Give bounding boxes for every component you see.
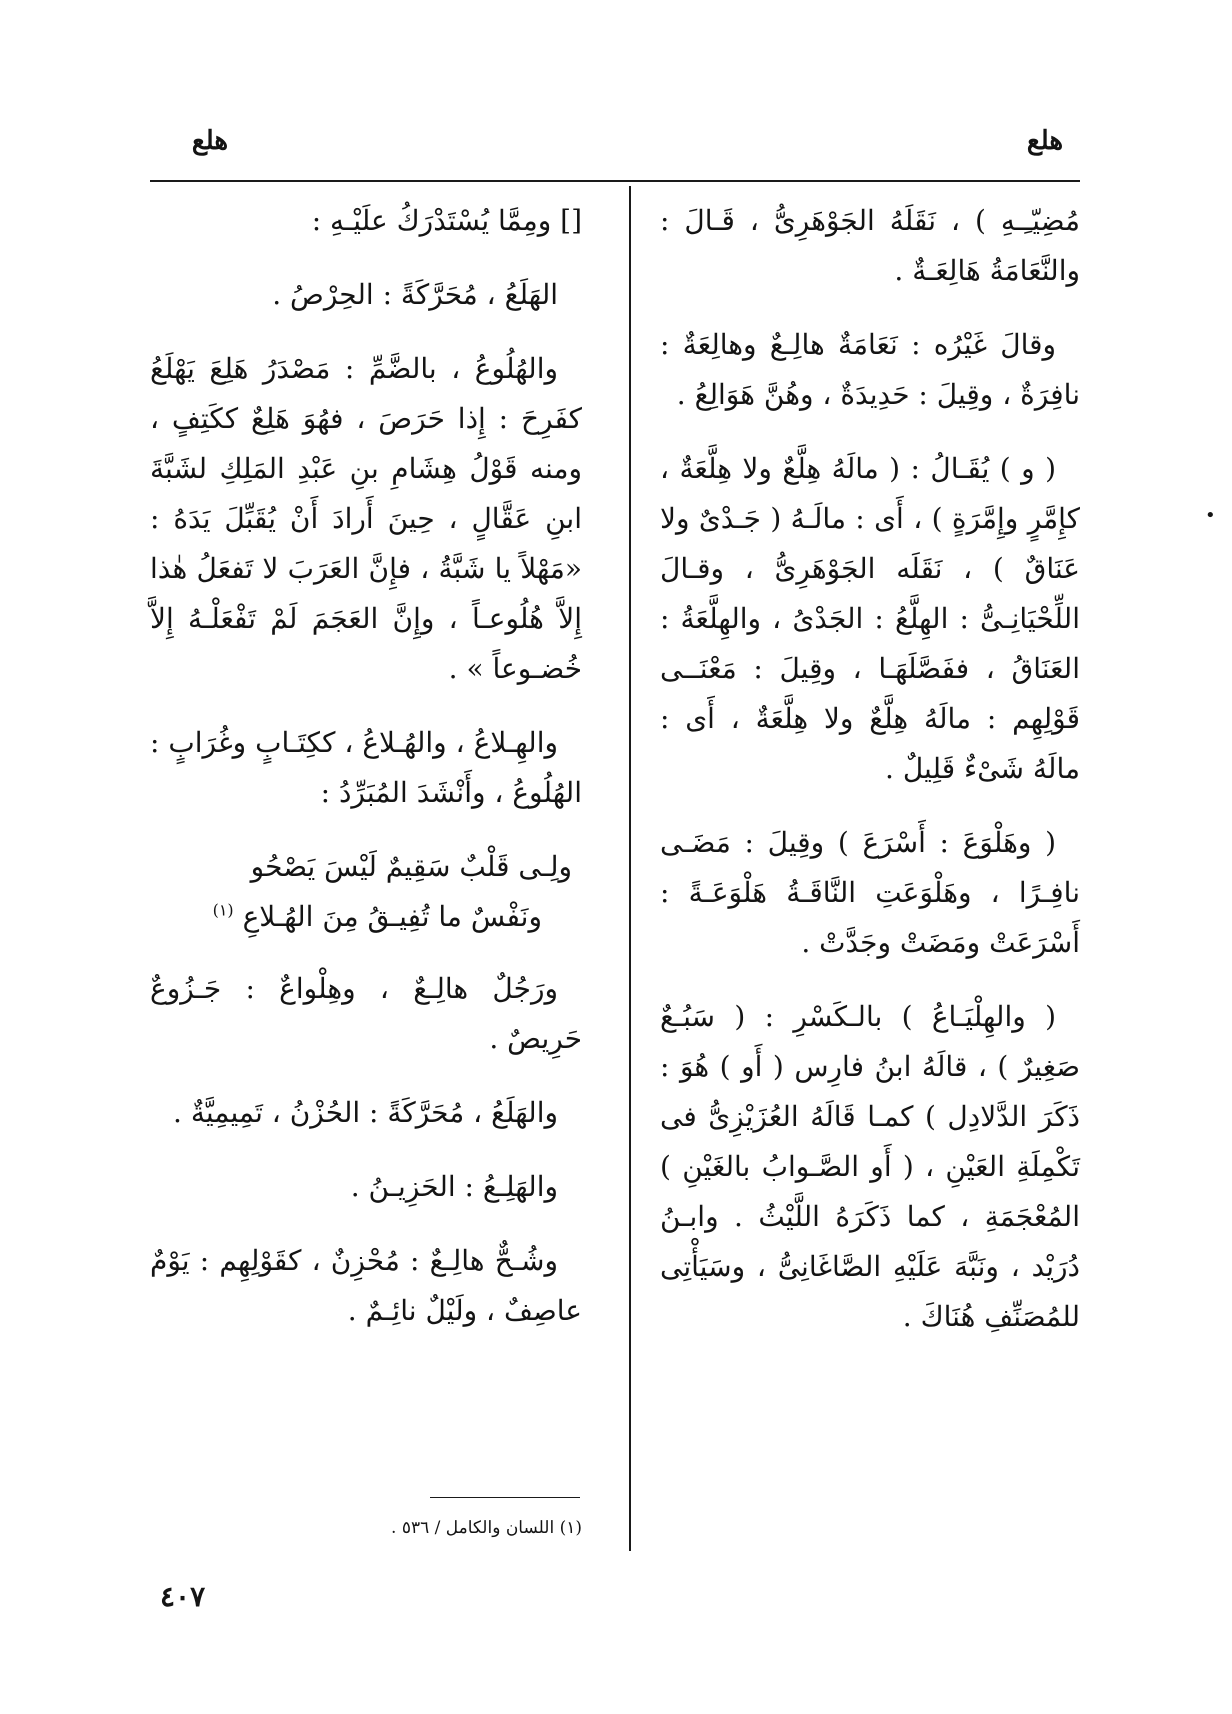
margin-mark: • xyxy=(1205,505,1216,526)
running-head-right: هلع xyxy=(1026,126,1064,156)
paragraph: وشُـحٌّ هالِـعٌ : مُحْزِنٌ ، كقَوْلِهِم : يَوْمٌ عاصِفٌ ، ولَيْلٌ نائِـمٌ . xyxy=(150,1244,582,1327)
poetry-verse xyxy=(150,842,582,942)
paragraph: ( و ) يُقَـالُ : ( مالَهُ هِلَّعٌ ولا هِلَّعَةٌ ، كإِمَّرٍ وإِمَّرَةٍ ) ، أَى : مالَـهُ ( جَـدْىٌ ولا عَنَاقٌ ) ، نَقَلَه الجَوْهَرِىُّ ، وقـالَ اللِّحْيَانِـىُّ : الهِلَّعُ : الجَدْىُ ، والهِلَّعَةُ : العَنَاقُ ، ففَصَّلَهَـا ، وقِيلَ : مَعْنَــى قَوْلِهِم : مالَهُ هِلَّعٌ ولا هِلَّعَةٌ ، أَى : مالَهُ شَىْءٌ قَلِيلٌ . xyxy=(660,452,1080,785)
left-column xyxy=(150,196,582,1360)
paragraph: وقالَ غَيْرُه : نَعَامَةٌ هالِـعٌ وهالِعَةٌ : نافِرَةٌ ، وقِيلَ : حَدِيدَةٌ ، وهُنَّ هَوَالِعُ . xyxy=(660,328,1080,411)
right-column xyxy=(660,196,1080,1366)
footnote-marker: (١) xyxy=(212,900,234,920)
paragraph: والهَلِـعُ : الحَزِيـنُ . xyxy=(350,1170,558,1203)
footnote-rule xyxy=(430,1497,580,1498)
supplement-intro: [] ومِمَّا يُسْتَدْرَكُ علَيْـهِ : xyxy=(311,204,582,237)
verse-line-2-text: ونَفْسٌ ما تُفِيـقُ مِنَ الهُـلاعِ xyxy=(242,900,542,933)
paragraph: ( والهِلْيَـاعُ ) بالـكَسْرِ : ( سَبُـعٌ صَغِيرٌ ) ، قالَهُ ابنُ فارِس ( أَو ) هُوَ : ذَكَرَ الدَّلادِل ) كمـا قَالَهُ العُزَيْزِىُّ فى تَكْمِلَةِ العَيْنِ ، ( أَو الصَّـوابُ بالغَيْنِ ) المُعْجَمَةِ ، كما ذَكَرَهُ اللَّيْثُ . وابـنُ دُرَيْد ، ونَبَّهَ عَلَيْهِ الصَّاغَانِىُّ ، وسَيَأْتِى للمُصَنِّفِ هُنَاكَ . xyxy=(660,1000,1080,1333)
paragraph: الهَلَعُ ، مُحَرَّكَةً : الحِرْصُ . xyxy=(272,278,558,311)
paragraph: والهِـلاعُ ، والهُـلاعُ ، ككِتَـابٍ وغُرَابٍ : الهُلُوعُ ، وأَنْشَدَ المُبَرِّدُ : xyxy=(150,726,582,809)
paragraph: ورَجُلٌ هالِـعٌ ، وهِلْواعٌ : جَـزُوعٌ حَرِيصٌ . xyxy=(150,972,582,1055)
paragraph: والهَلَعُ ، مُحَرَّكَةً : الحُزْنُ ، تَمِيمِيَّةٌ . xyxy=(173,1096,558,1129)
running-head-left: هلع xyxy=(191,126,229,156)
column-divider xyxy=(629,186,631,1551)
page-number: ٤٠٧ xyxy=(160,1580,206,1613)
verse-line-1: ولِـى قَلْبٌ سَقِيمٌ لَيْسَ يَصْحُو xyxy=(250,850,572,883)
paragraph: والهُلُوعُ ، بالضَّمِّ : مَصْدَرُ هَلِعَ يَهْلَعُ كفَرِحَ : إِذا حَرَصَ ، فهُوَ هَلِعٌ ككَتِفٍ ، ومنه قَوْلُ هِشَامِ بنِ عَبْدِ المَلِكِ لشَبَّةَ ابنِ عَقَّالٍ ، حِينَ أَرادَ أَنْ يُقَبِّلَ يَدَهُ : «مَهْلاً يا شَبَّةُ ، فإِنَّ العَرَبَ لا تَفعَلُ هٰذا إِلاَّ هُلُوعـاً ، وإِنَّ العَجَمَ لَمْ تَفْعَلْـهُ إِلاَّ خُضـوعاً » . xyxy=(150,352,582,685)
footnote: (١) اللسان والكامل / ٥٣٦ . xyxy=(391,1518,582,1538)
paragraph: ( وهَلْوَعَ : أَسْرَعَ ) وقِيلَ : مَضَـى نافِـرًا ، وهَلْوَعَتِ النَّاقَـةُ هَلْوَعَـةً : أَسْرَعَتْ ومَضَتْ وجَدَّتْ . xyxy=(660,826,1080,959)
header-rule xyxy=(150,180,1080,182)
verse-line-2 xyxy=(150,892,582,942)
paragraph: مُضِيّـِـهِ ) ، نَقَلَهُ الجَوْهَرِىُّ ، قَـالَ : والنَّعَامَةُ هَالِعَـةٌ . xyxy=(660,204,1080,287)
